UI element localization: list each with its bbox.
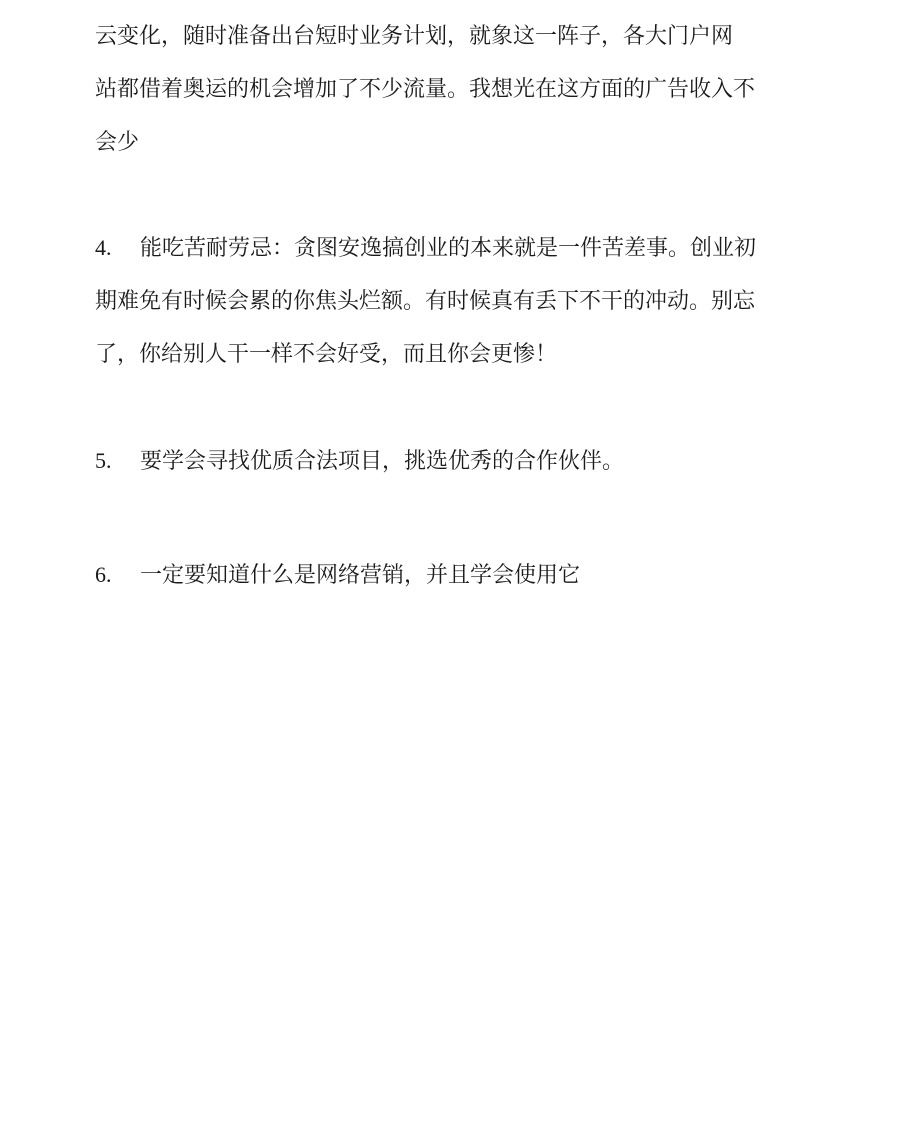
list-item-4 xyxy=(95,221,795,381)
intro-paragraph xyxy=(95,10,795,169)
list-item-5 xyxy=(95,434,795,488)
intro-line-1: 云变化，随时准备出台短时业务计划，就象这一阵子，各大门户网 xyxy=(95,24,734,49)
list-item-4-number: 4. xyxy=(95,235,112,260)
intro-line-3: 会少 xyxy=(95,130,140,155)
list-item-4-line-3: 了，你给别人干一样不会好受，而且你会更惨！ xyxy=(95,342,558,367)
list-item-4-text: 能吃苦耐劳忌：贪图安逸搞创业的本来就是一件苦差事。创业初 xyxy=(140,236,757,261)
list-item-6-first-line xyxy=(95,548,795,602)
list-item-4-first-line xyxy=(95,221,795,275)
list-item-5-number: 5. xyxy=(95,448,112,473)
list-item-6-text: 一定要知道什么是网络营销，并且学会使用它 xyxy=(140,563,581,588)
list-item-6 xyxy=(95,548,795,602)
intro-line-2: 站都借着奥运的机会增加了不少流量。我想光在这方面的广告收入不 xyxy=(95,77,756,102)
list-item-5-first-line xyxy=(95,434,795,488)
list-item-4-line-2: 期难免有时候会累的你焦头烂额。有时候真有丢下不干的冲动。别忘 xyxy=(95,289,756,314)
list-item-6-number: 6. xyxy=(95,562,112,587)
list-item-5-text: 要学会寻找优质合法项目，挑选优秀的合作伙伴。 xyxy=(140,449,625,474)
